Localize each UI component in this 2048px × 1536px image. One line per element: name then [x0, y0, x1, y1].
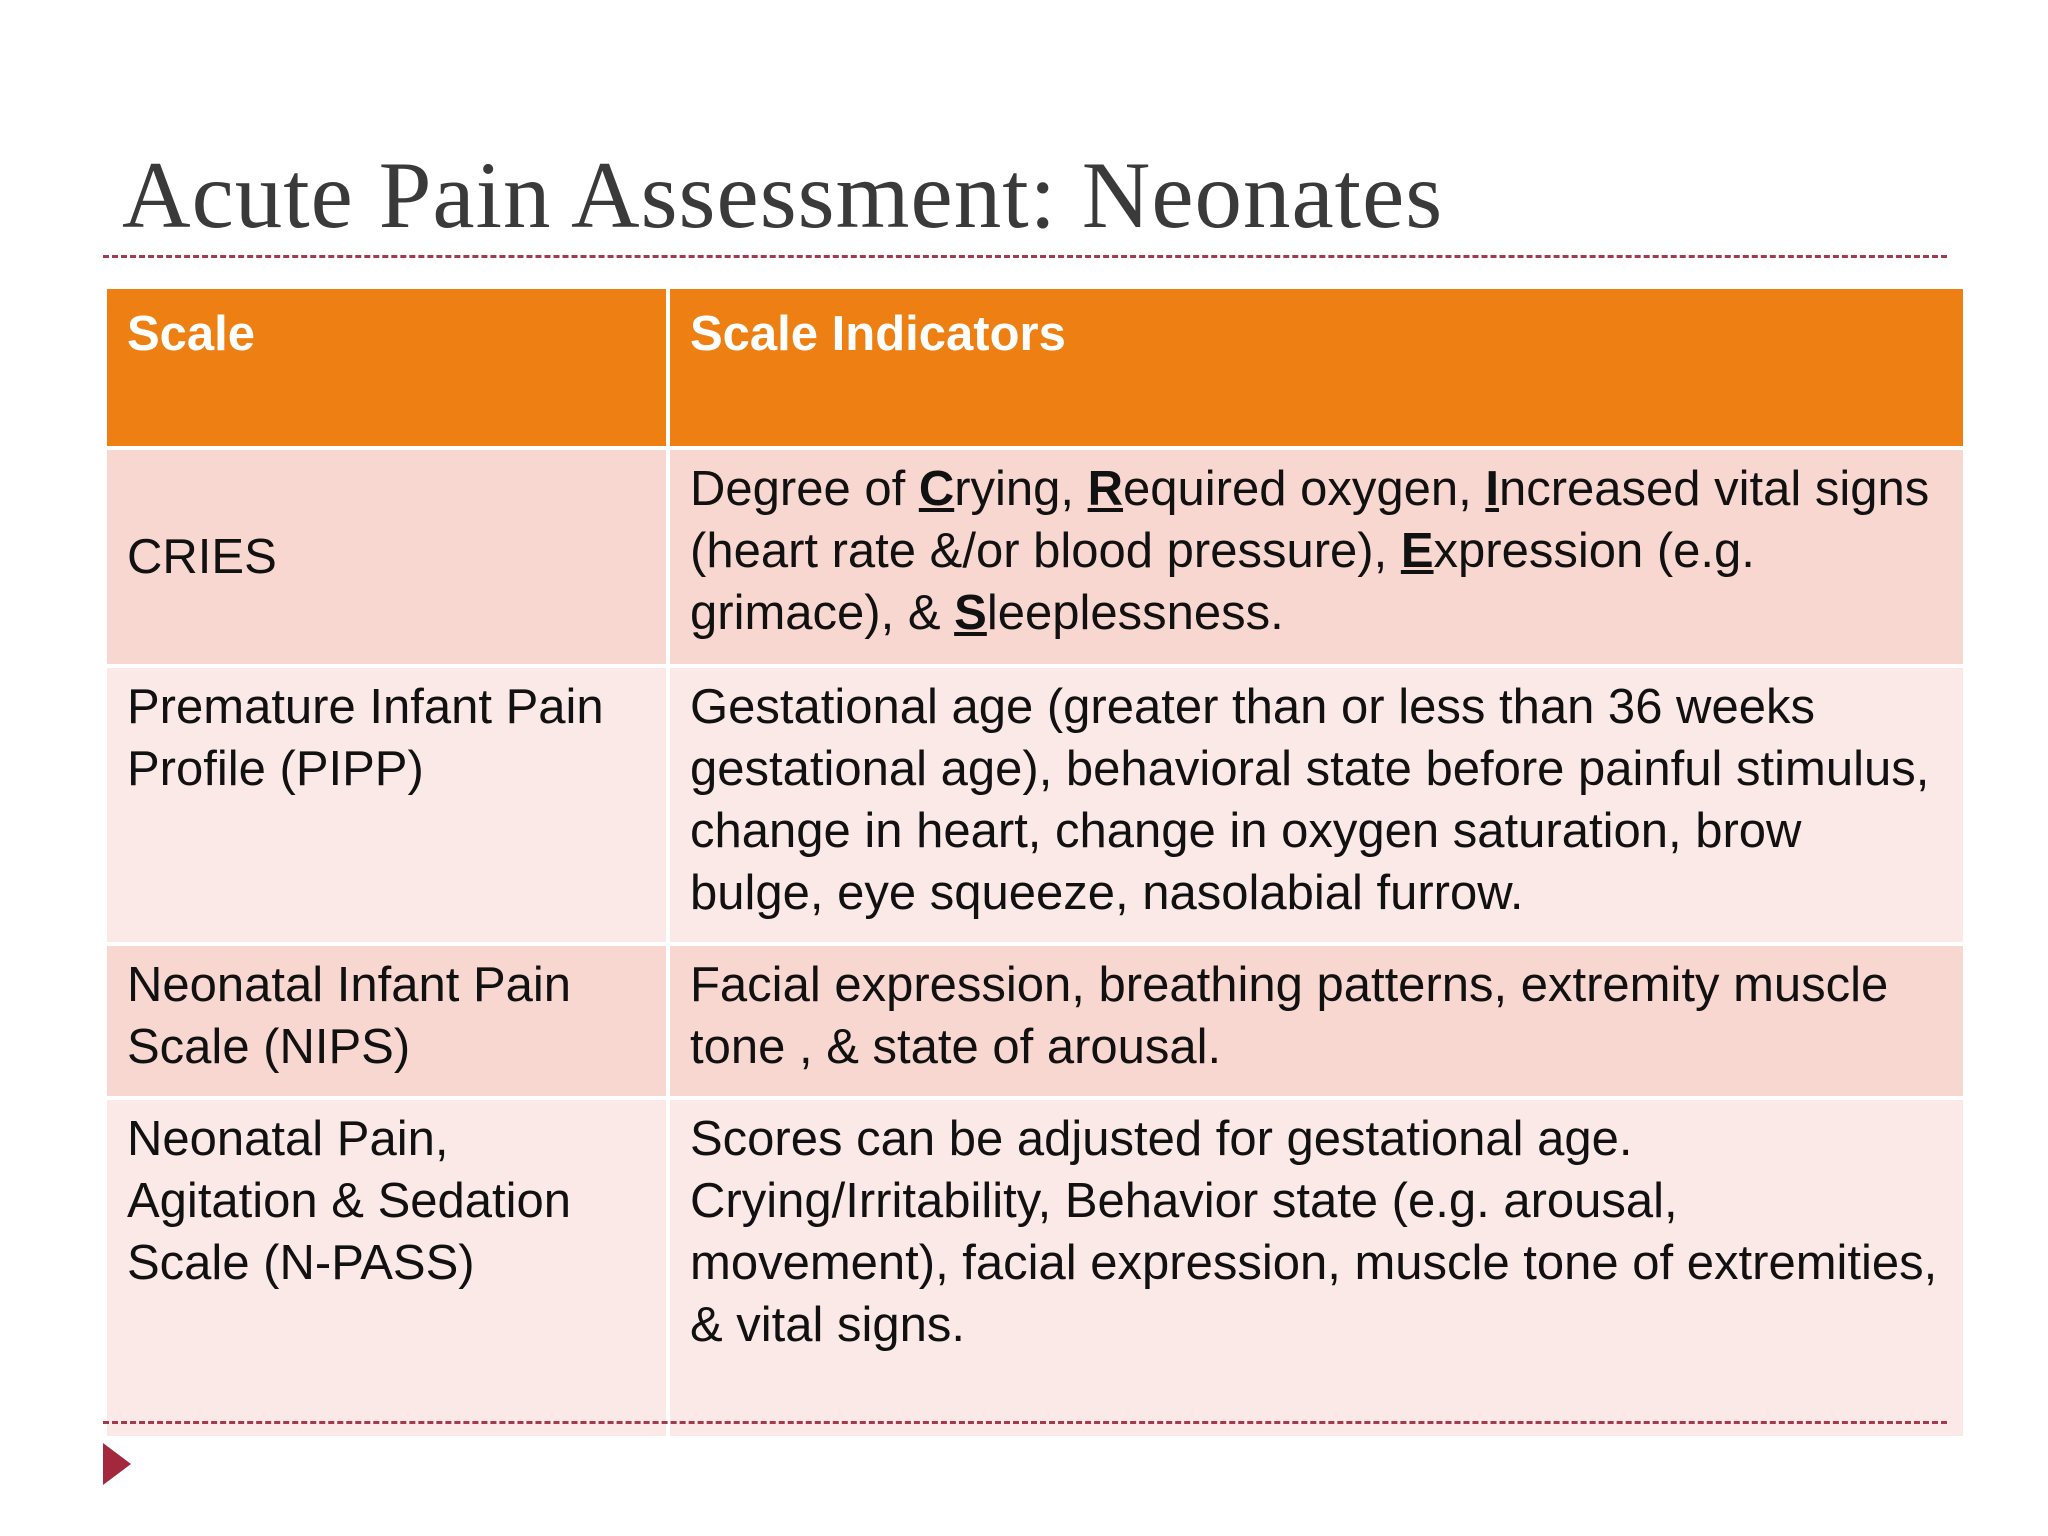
indicator-line: Scores can be adjusted for gestational age. [690, 1112, 1633, 1166]
scale-indicators [668, 1098, 1965, 1438]
footer-divider [103, 1421, 1947, 1424]
acronym-letter: S [954, 586, 987, 640]
scale-indicators: Facial expression, breathing patterns, extremity muscle tone , & state of arousal. [668, 944, 1965, 1098]
scale-name: Neonatal Infant Pain Scale (NIPS) [105, 944, 668, 1098]
scale-indicators: Gestational age (greater than or less than 36 weeks gestational age), behavioral state before painful stimulus, change in heart, change in oxygen saturation, brow bulge, eye squeeze, nasolabial furrow. [668, 666, 1965, 944]
indicator-text: xpression (e.g. grimace), & [690, 524, 1755, 640]
acronym-letter: C [918, 462, 955, 516]
table-row-nips [105, 944, 1965, 1098]
acronym-letter: R [1087, 462, 1124, 516]
indicator-text: equired oxygen, [1123, 462, 1486, 516]
scale-name: CRIES [105, 448, 668, 666]
acronym-letter: I [1485, 462, 1499, 516]
header-scale: Scale [105, 287, 668, 448]
triangle-bullet-icon [103, 1443, 131, 1485]
acronym-letter: E [1400, 524, 1434, 578]
header-scale-indicators: Scale Indicators [668, 287, 1965, 448]
indicator-text: leeplessness. [986, 586, 1284, 640]
scale-name: Neonatal Pain, Agitation & Sedation Scale (N-PASS) [105, 1098, 668, 1438]
indicator-text: ncreased vital signs (heart rate &/or blood pressure), [690, 462, 1930, 578]
title-divider [103, 255, 1947, 258]
table-row-pipp [105, 666, 1965, 944]
scale-name: Premature Infant Pain Profile (PIPP) [105, 666, 668, 944]
table-row-npass [105, 1098, 1965, 1438]
table-row-cries [105, 448, 1965, 666]
scale-indicators [668, 448, 1965, 666]
indicator-text: Degree of [690, 462, 919, 516]
indicator-text: rying, [954, 462, 1088, 516]
slide-title: Acute Pain Assessment: Neonates [122, 142, 1444, 248]
pain-scale-table [103, 285, 1967, 1440]
table-header-row [105, 287, 1965, 448]
indicator-line: Crying/Irritability, Behavior state (e.g. arousal, movement), facial expression, muscle tone of extremities, & vital signs. [690, 1174, 1938, 1352]
